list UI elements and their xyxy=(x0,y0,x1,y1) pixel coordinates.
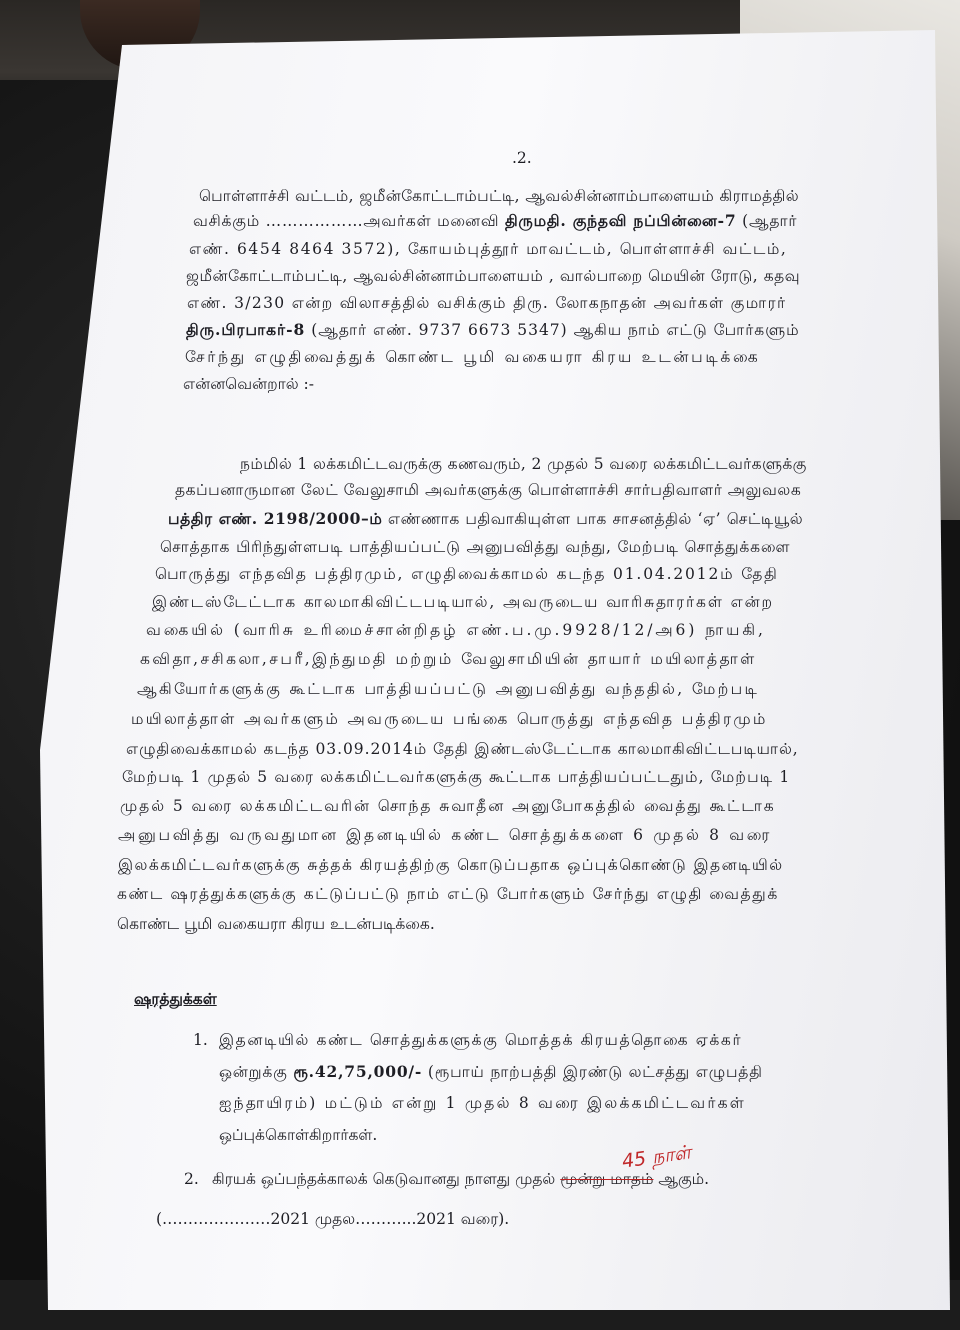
text-line xyxy=(193,212,797,230)
text-span: கண்ட ஷரத்துக்களுக்கு கட்டுப்பட்டு நாம் எட்டு போர்களும் சேர்ந்து எழுதி வைத்துக் xyxy=(117,885,779,903)
text-line xyxy=(240,455,807,473)
text-line xyxy=(122,768,790,786)
text-line xyxy=(219,1031,742,1049)
text-span: ஜமீன்கோட்டாம்பட்டி, ஆவல்சின்னாம்பாளையம் , வால்பாறை மெயின் ரோடு, கதவு xyxy=(186,267,801,285)
text-span: (ரூபாய் நாற்பத்தி இரண்டு லட்சத்து எழுபத்தி xyxy=(422,1063,763,1081)
text-line xyxy=(120,797,776,815)
text-line xyxy=(126,740,799,758)
text-span: ஆகும். xyxy=(653,1170,710,1188)
text-line xyxy=(152,593,774,611)
page-number: .2. xyxy=(512,149,532,167)
clause-number: 1. xyxy=(193,1031,208,1049)
text-span: அனுபவித்து வருவதுமான இதனடியில் கண்ட சொத்துக்களை 6 முதல் 8 வரை xyxy=(118,826,773,844)
text-line xyxy=(117,915,435,933)
text-span: ஒன்றுக்கு xyxy=(219,1063,294,1081)
text-span: கவிதா,சசிகலா,சபரீ,இந்துமதி மற்றும் வேலுசாமியின் தாயார் மயிலாத்தாள் xyxy=(140,650,757,668)
text-line xyxy=(131,710,768,728)
text-span: கொண்ட பூமி வகையரா கிரய உடன்படிக்கை. xyxy=(117,915,435,933)
text-span: எண்ணாக பதிவாகியுள்ள பாக சாசனத்தில் ‘ஏ’ செட்டியூல் xyxy=(382,510,804,528)
struck-text: மூன்று மாதம் xyxy=(560,1170,654,1188)
text-span: (ஆதார் xyxy=(736,212,798,230)
text-line xyxy=(118,826,772,844)
text-span: என்னவென்றால் :- xyxy=(183,375,314,393)
date-range-line: (…………………2021 முதல………...2021 வரை). xyxy=(156,1210,510,1228)
bold-text: பத்திர எண். 2198/2000–ம் xyxy=(168,509,383,528)
text-line xyxy=(146,621,766,639)
text-span: சேர்ந்து எழுதிவைத்துக் கொண்ட பூமி வகையரா கிரய உடன்படிக்கை xyxy=(185,348,761,366)
text-span: பொருத்து எந்தவித பத்திரமும், எழுதிவைக்காமல் கடந்த 01.04.2012ம் தேதி xyxy=(155,565,779,583)
text-line xyxy=(219,1063,763,1081)
text-line xyxy=(183,375,314,393)
text-line xyxy=(117,885,779,903)
section-heading: ஷரத்துக்கள் xyxy=(134,989,217,1008)
text-line xyxy=(189,240,787,258)
text-span: இலக்கமிட்டவர்களுக்கு சுத்தக் கிரயத்திற்கு கொடுப்பதாக ஒப்புக்கொண்டு இதனடியில் xyxy=(118,856,784,874)
text-line xyxy=(118,856,784,874)
text-line xyxy=(186,321,800,339)
text-line xyxy=(185,348,760,366)
text-line xyxy=(187,294,786,312)
text-span: வகையில் (வாரிசு உரிமைச்சான்றிதழ் எண்.ப.மு.9928/12/அ6) நாயகி, xyxy=(146,621,766,639)
clause-number: 2. xyxy=(184,1170,199,1188)
text-span: எண். 3/230 என்ற விலாசத்தில் வசிக்கும் திரு. லோகநாதன் அவர்கள் குமாரர் xyxy=(187,294,787,312)
text-line xyxy=(219,1094,746,1112)
bold-text: ரூ.42,75,000/- xyxy=(293,1062,423,1081)
text-span: கிரயக் ஒப்பந்தக்காலக் கெடுவானது நாளது முதல் xyxy=(212,1170,561,1188)
text-line xyxy=(168,510,803,528)
text-span: இதனடியில் கண்ட சொத்துக்களுக்கு மொத்தக் கிரயத்தொகை ஏக்கர் xyxy=(219,1031,743,1049)
bold-text: திருமதி. குந்தவி நப்பின்னை-7 xyxy=(504,211,737,230)
text-line xyxy=(155,565,779,583)
handwritten-correction: 45 நாள் xyxy=(620,1141,693,1173)
bold-text: திரு.பிரபாகர்-8 xyxy=(186,320,306,339)
text-span: தகப்பனாருமான லேட் வேலுசாமி அவர்களுக்கு பொள்ளாச்சி சார்பதிவாளர் அலுவலக xyxy=(175,481,802,499)
text-line xyxy=(175,481,801,499)
text-line xyxy=(140,650,757,668)
text-span: எழுதிவைக்காமல் கடந்த 03.09.2014ம் தேதி இண்டஸ்டேட்டாக காலமாகிவிட்டபடியால், xyxy=(126,740,799,758)
text-span: ஆகியோர்களுக்கு கூட்டாக பாத்தியப்பட்டு அனுபவித்து வந்ததில், மேற்படி xyxy=(137,680,760,698)
text-line xyxy=(160,538,790,556)
text-span: சொத்தாக பிரிந்துள்ளபடி பாத்தியப்பட்டு அனுபவித்து வந்து, மேற்படி சொத்துக்களை xyxy=(160,538,791,556)
text-line xyxy=(219,1126,377,1144)
text-span: நம்மில் 1 லக்கமிட்டவருக்கு கணவரும், 2 முதல் 5 வரை லக்கமிட்டவர்களுக்கு xyxy=(240,455,807,473)
text-span: மேற்படி 1 முதல் 5 வரை லக்கமிட்டவர்களுக்கு கூட்டாக பாத்தியப்பட்டதும், மேற்படி 1 xyxy=(122,768,791,786)
text-span: ஒப்புக்கொள்கிறார்கள். xyxy=(219,1126,378,1144)
text-span: இண்டஸ்டேட்டாக காலமாகிவிட்டபடியால், அவருடைய வாரிசுதாரர்கள் என்ற xyxy=(152,593,774,611)
text-span: (ஆதார் எண். 9737 6673 5347) ஆகிய நாம் எட்டு போர்களும் xyxy=(305,321,800,339)
text-span: எண். 6454 8464 3572), கோயம்புத்தூர் மாவட்டம், பொள்ளாச்சி வட்டம், xyxy=(189,240,788,258)
text-span: பொள்ளாச்சி வட்டம், ஜமீன்கோட்டாம்பட்டி, ஆவல்சின்னாம்பாளையம் கிராமத்தில் xyxy=(199,187,800,205)
text-line xyxy=(137,680,759,698)
text-span: வசிக்கும் ………………அவர்கள் மனைவி xyxy=(193,212,505,230)
text-line xyxy=(199,187,799,205)
text-span: மயிலாத்தாள் அவர்களும் அவருடைய பங்கை பொருத்து எந்தவித பத்திரமும் xyxy=(131,710,768,728)
text-line xyxy=(186,267,800,285)
text-span: ஐந்தாயிரம்) மட்டும் என்று 1 முதல் 8 வரை இலக்கமிட்டவர்கள் xyxy=(219,1094,747,1112)
text-span: முதல் 5 வரை லக்கமிட்டவரின் சொந்த சுவாதீன அனுபோகத்தில் வைத்து கூட்டாக xyxy=(120,797,776,815)
